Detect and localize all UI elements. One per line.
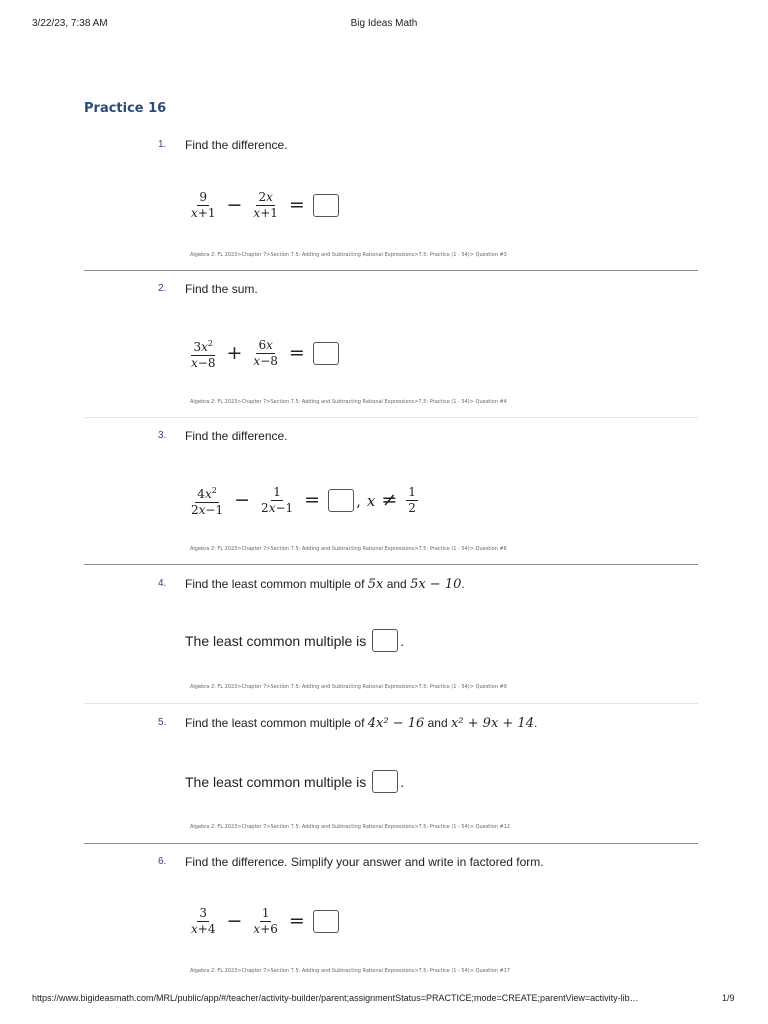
math-expression	[186, 336, 341, 371]
fraction: $\frac{1}{x+6}$	[253, 906, 278, 936]
answer-input-box[interactable]	[372, 629, 398, 652]
math-variable: x	[366, 491, 376, 510]
minus-sign: −	[226, 910, 243, 932]
minus-sign: −	[226, 194, 243, 216]
source-path: Algebra 2: FL 2023>Chapter 7>Section 7.5: Adding and Subtracting Rational Expressions>7.5: Practice (1 - 54)> Question #17	[190, 968, 511, 974]
math-expression	[186, 190, 341, 221]
fraction: $\frac{3x^2}{x-8}$	[189, 336, 217, 371]
equals-sign: =	[288, 194, 305, 216]
divider	[84, 564, 698, 565]
equals-sign: =	[288, 910, 305, 932]
fraction: $\frac{9}{x+1}$	[191, 190, 216, 220]
question-prompt: Find the least common multiple of 4x² − 16 and x² + 9x + 14.	[185, 716, 538, 731]
question-number: 6.	[158, 856, 167, 867]
question-number: 2.	[158, 283, 167, 294]
equals-sign: =	[304, 489, 321, 511]
question-prompt: Find the sum.	[185, 282, 258, 296]
math-expression: $\frac{4x^2}{2x-1}$ − $\frac{1}{2x-1}$ = , x ≠ $\frac{1}{2}$	[191, 485, 416, 517]
source-path: Algebra 2: FL 2023>Chapter 7>Section 7.5: Adding and Subtracting Rational Expressions>7.5: Practice (1 - 54)> Question #3	[190, 252, 507, 258]
question-number: 3.	[158, 430, 167, 441]
page-number: 1/9	[722, 993, 735, 1003]
question-prompt: Find the difference.	[185, 138, 288, 152]
answer-input-box[interactable]	[372, 770, 398, 793]
minus-sign: −	[234, 489, 251, 511]
source-path: Algebra 2: FL 2023>Chapter 7>Section 7.5: Adding and Subtracting Rational Expressions>7.5: Practice (1 - 54)> Question #9	[190, 684, 507, 690]
answer-input-box[interactable]	[328, 489, 354, 512]
print-header	[0, 18, 768, 32]
question-prompt: Find the difference.	[185, 429, 288, 443]
fraction: $\frac{2x}{x+1}$	[253, 190, 278, 220]
question-number: 5.	[158, 717, 167, 728]
page-title: Practice 16	[84, 101, 167, 116]
fraction: $\frac{1}{2x-1}$	[261, 485, 294, 515]
answer-sentence: The least common multiple is .	[185, 629, 404, 652]
page-url: https://www.bigideasmath.com/MRL/public/app/#/teacher/activity-builder/parent;assignmentStatus=PRACTICE;mode=CREATE;parentView=activity-lib…	[32, 993, 639, 1003]
divider	[84, 843, 698, 844]
question-prompt: Find the least common multiple of 5x and 5x − 10.	[185, 577, 465, 592]
plus-sign: +	[226, 342, 243, 364]
question-number: 4.	[158, 578, 167, 589]
question-number: 1.	[158, 139, 167, 150]
fraction: $\frac{6x}{x-8}$	[253, 338, 278, 368]
source-path: Algebra 2: FL 2023>Chapter 7>Section 7.5: Adding and Subtracting Rational Expressions>7.5: Practice (1 - 54)> Question #6	[190, 546, 507, 552]
source-path: Algebra 2: FL 2023>Chapter 7>Section 7.5: Adding and Subtracting Rational Expressions>7.5: Practice (1 - 54)> Question #12	[190, 824, 511, 830]
fraction: $\frac{3}{x+4}$	[191, 906, 216, 936]
print-datetime: 3/22/23, 7:38 AM	[32, 18, 108, 29]
answer-input-box[interactable]	[313, 194, 339, 217]
answer-input-box[interactable]	[313, 910, 339, 933]
answer-input-box[interactable]	[313, 342, 339, 365]
print-title: Big Ideas Math	[350, 18, 418, 29]
divider	[84, 417, 698, 418]
divider	[84, 270, 698, 271]
math-expression	[186, 906, 341, 937]
print-footer	[0, 993, 768, 1007]
answer-sentence: The least common multiple is .	[185, 770, 404, 793]
not-equal-sign: ≠	[381, 489, 398, 511]
equals-sign: =	[288, 342, 305, 364]
fraction: $\frac{1}{2}$	[408, 485, 416, 515]
question-prompt: Find the difference. Simplify your answer and write in factored form.	[185, 855, 544, 869]
fraction: $\frac{4x^2}{2x-1}$	[189, 483, 225, 518]
source-path: Algebra 2: FL 2023>Chapter 7>Section 7.5: Adding and Subtracting Rational Expressions>7.5: Practice (1 - 54)> Question #4	[190, 399, 507, 405]
divider	[84, 703, 698, 704]
